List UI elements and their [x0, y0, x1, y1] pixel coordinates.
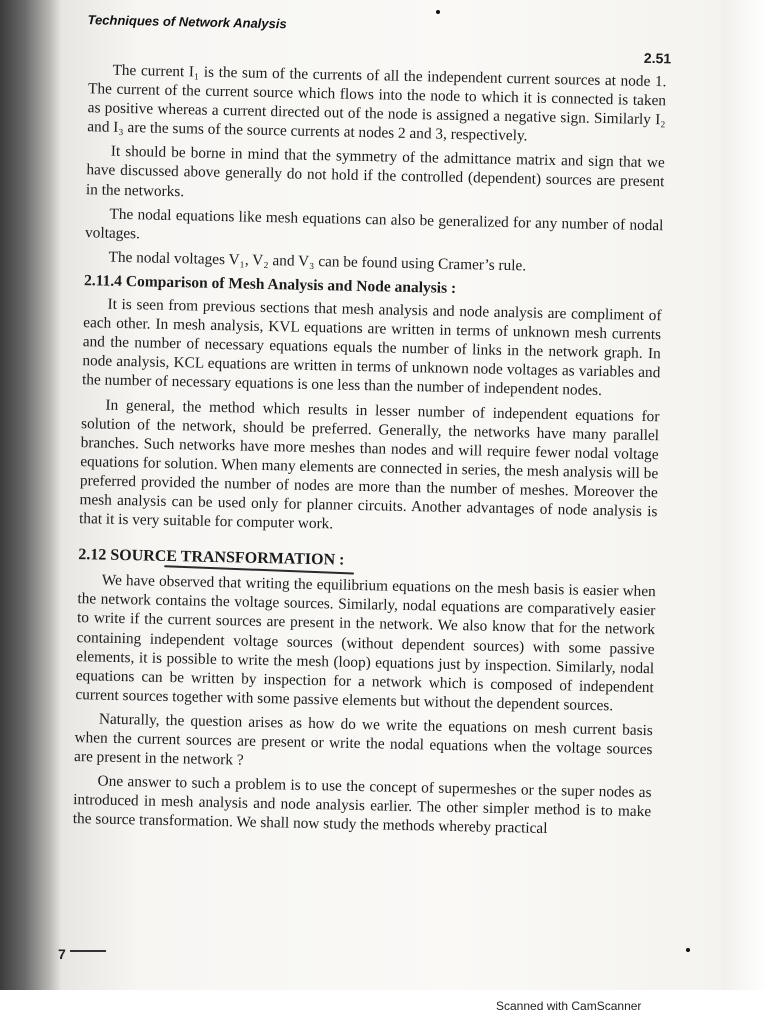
- page-number: 2.51: [643, 49, 672, 67]
- paragraph: The current I₁ is the sum of the currents of all the independent current sources at node 1. The current of the current source which flows into the node to which it is connected is taken as positive whereas a current directed out of the node is assigned a negative sign. Similarly I₂ and I₃ are the sums of the source currents at nodes 2 and 3, respectively.: [87, 61, 667, 145]
- paragraph: We have observed that writing the equilibrium equations on the mesh basis is easier when the network contains the voltage sources. Similarly, nodal equations are comparatively easier to write if the current sources are present in the network. We also know that for the network containing independent voltage sources (without dependent sources) with some passive elements, it is possible to write the mesh (loop) equations just by inspection. Similarly, nodal equations can be written by inspection for a network which is composed of independent current sources together with some passive elements but without the dependent sources.: [75, 571, 656, 715]
- paragraph: It is seen from previous sections that mesh analysis and node analysis are compliment of each other. In mesh analysis, KVL equations are written in terms of unknown mesh currents and the number of necessary equations equals the number of links in the network graph. In node analysis, KCL equations are written in terms of unknown node voltages as variables and the number of necessary equations is one less than the number of independent nodes.: [81, 295, 662, 400]
- ink-dot: [686, 948, 690, 952]
- section-title: Comparison of Mesh Analysis and Node analysis :: [125, 272, 457, 297]
- paragraph: The nodal voltages V₁, V₂ and V₃ can be found using Cramer’s rule.: [108, 248, 527, 275]
- section-heading-2-12: [78, 545, 344, 570]
- scanner-watermark: Scanned with CamScanner: [496, 999, 642, 1013]
- paragraph: In general, the method which results in lesser number of independent equations for solution of the network, should be preferred. Generally, the networks have many parallel branches. Such networks have more meshes than nodes and will require fewer nodal voltage equations for solution. When many elements are connected in series, the mesh analysis will be preferred provided the number of nodes are more than the number of meshes. Moreover the mesh analysis can be used only for planner circuits. Another advantages of node analysis is that it is very suitable for computer work.: [78, 396, 660, 533]
- footer-mark: 7: [58, 946, 66, 962]
- ink-dot: [436, 10, 440, 14]
- book-spine-shadow: [0, 0, 62, 990]
- section-number: 2.11.4: [83, 272, 123, 290]
- page-right-edge: [722, 0, 768, 990]
- paragraph: One answer to such a problem is to use the concept of supermeshes or the super nodes as introduced in mesh analysis and node analysis earlier. The other simpler method is to make the source transformation. We shall now study the methods whereby practical: [72, 772, 652, 838]
- paragraph: The nodal equations like mesh equations can also be generalized for any number of nodal voltages.: [84, 205, 664, 243]
- section-title: SOURCE TRANSFORMATION :: [110, 546, 345, 569]
- page-body: [73, 60, 667, 845]
- paragraph: It should be borne in mind that the symmetry of the admittance matrix and sign that we have discussed above generally do not hold if the controlled (dependent) sources are present in the networks.: [85, 143, 665, 200]
- paragraph: Naturally, the question arises as how do we write the equations on mesh current basis when the current sources are present or write the nodal equations when the voltage sources are present in the network ?: [73, 710, 654, 769]
- running-head: Techniques of Network Analysis: [87, 12, 287, 32]
- section-number: 2.12: [78, 546, 107, 564]
